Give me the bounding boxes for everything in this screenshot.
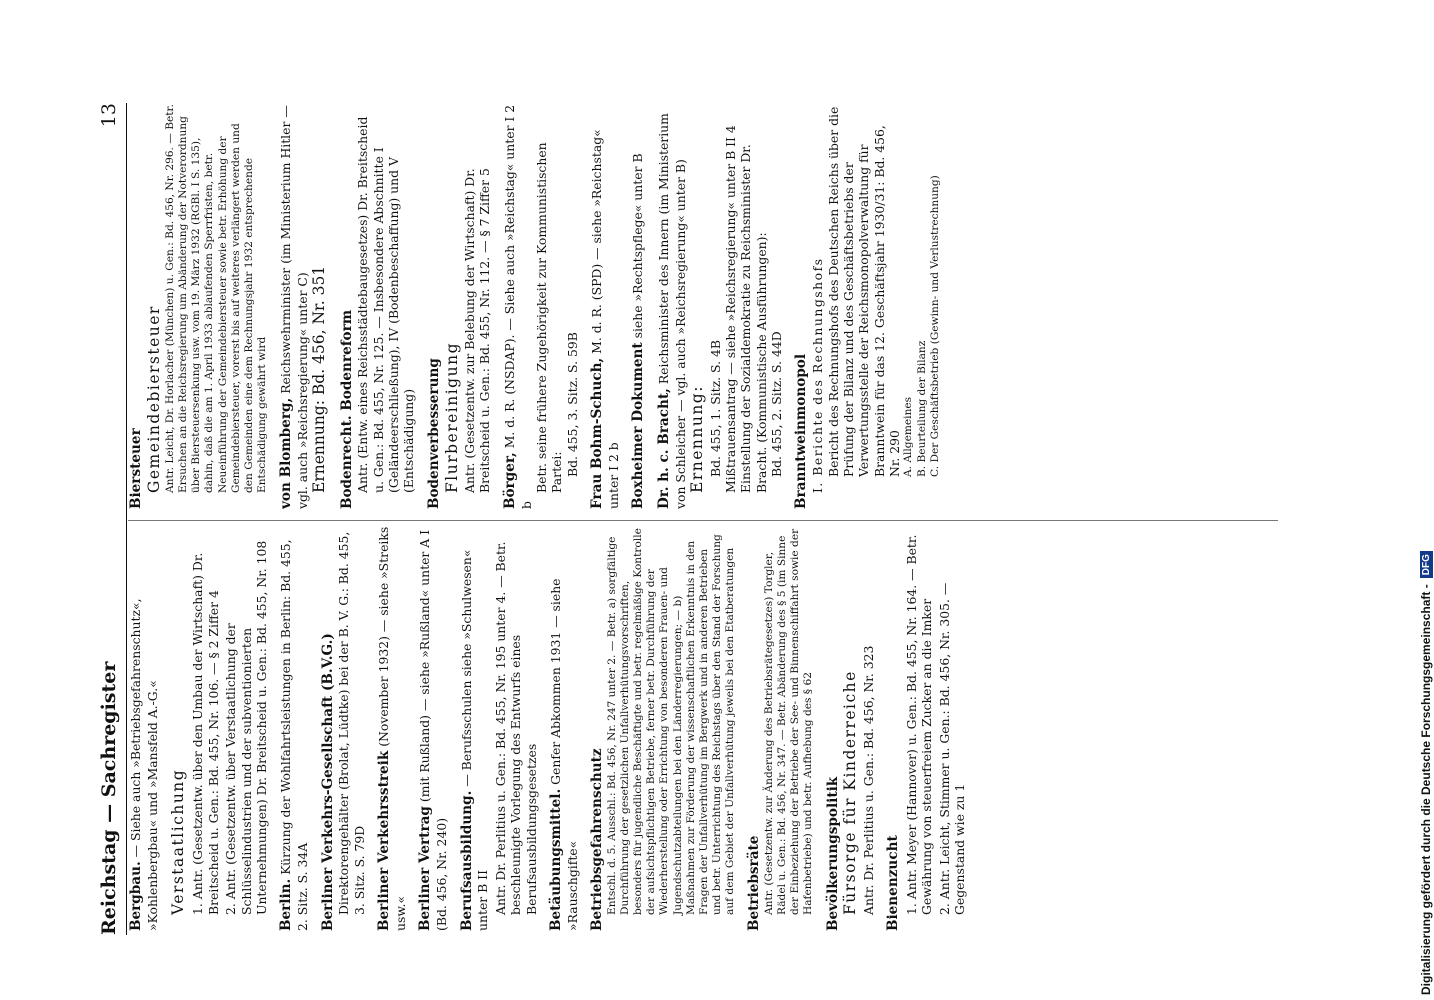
index-entry — [630, 104, 647, 509]
entry-line: M. d. R. (SPD) — siehe »Reichstag« unter I 2 b — [589, 129, 621, 509]
entry-line: 2. Antr. Leicht, Stimmer u. Gen.: Bd. 456, Nr. 305. — Gegenstand wie zu 1 — [936, 582, 967, 915]
index-entry — [278, 526, 310, 931]
entry-line: Antr. (Gesetzentw. zur Änderung des Betriebsrätegesetzes) Torgler, Rädel u. Gen.: Bd. 456, Nr. 347. — Betr. Abänderung des § 5 (im Sinne der Einbeziehung der Betriebe der See- und Binnenschiffahrt sowie der Hafenbetriebe) und betr. Aufhebung des § 62 — [763, 528, 815, 915]
entry-keyword: Frau Bohm-Schuch, — [589, 357, 605, 509]
entry-line: 2. Antr. (Gesetzentw. über Verstaatlichung der Schlüsselindustrien und der subventionierten Unternehmungen) Dr. Breitscheid u. Gen.: Bd. 455, Nr. 108 — [223, 540, 269, 915]
entry-keyword: von Blomberg, — [278, 397, 295, 509]
entry-keyword: Betäubungsmittel. — [547, 788, 564, 931]
entry-line: M. d. R. (NSDAP). — Siehe auch »Reichstag« unter I 2 b — [501, 104, 534, 509]
entry-keyword: Dr. h. c. Bracht, — [656, 388, 673, 509]
entry-line: 1. Antr. (Gesetzentw. über den Umbau der Wirtschaft) Dr. Breitscheid u. Gen.: Bd. 455, Nr. 106. — § 2 Ziffer 4 — [190, 552, 221, 915]
entry-line: Verstaatlichung — [169, 768, 188, 915]
entry-line: Antr. (Entw. eines Reichsstädtebaugesetzes) Dr. Breitscheid u. Gen.: Bd. 455, Nr. 125. — Insbesondere Abschnitte I (Geländeerschließung), IV (Bodenbeschaffung) und V (Entschädigung) — [355, 116, 417, 493]
index-entry — [417, 526, 449, 931]
entry-line: (mit Rußland) — siehe »Rußland« unter A I (Bd. 456, Nr. 240) — [417, 529, 450, 931]
digitization-text: Digitalisierung gefördert durch die Deutsche Forschungsgemeinschaft - — [1419, 584, 1433, 995]
page-number: 13 — [98, 103, 120, 128]
digitization-note — [1415, 0, 1434, 995]
index-entry — [128, 526, 160, 931]
entry-line: Bd. 455, 2. Sitz. S. 44D — [769, 331, 784, 477]
entry-line: I. Berichte des Rechnungshofs — [810, 257, 826, 493]
entry-line: Bd. 455, 3. Sitz. S. 59B — [564, 332, 580, 477]
entry-keyword: Boxheimer Dokument — [630, 342, 647, 509]
entry-keyword: Bodenverbesserung — [425, 358, 442, 509]
index-entry — [128, 104, 269, 509]
index-entry — [589, 526, 737, 931]
index-entry — [459, 526, 539, 931]
entry-line: Einstellung der Sozialdemokratie zu Reichsminister Dr. Bracht. (Kommunistische Ausführungen): — [738, 144, 769, 493]
entry-line: Ernennung: Bd. 456, Nr. 351 — [310, 265, 329, 493]
index-entry — [502, 104, 580, 509]
header-rule — [126, 103, 127, 935]
entry-line: Reichsminister des Innern (im Ministerium von Schleicher — vgl. auch »Reichsregierung« unter B) — [656, 113, 688, 509]
entry-line: Gemeindebiersteuer — [144, 305, 163, 493]
index-entry — [169, 526, 269, 931]
entry-line: Kürzung der Wohlfahrtsleistungen in Berlin: Bd. 455, 2. Sitz. S. 34A — [278, 539, 311, 931]
left-column — [128, 526, 1278, 931]
column-divider — [128, 520, 1278, 521]
index-entry — [656, 104, 784, 509]
entry-line: Bd. 455, 1. Sitz. S. 4B — [707, 340, 723, 477]
entry-keyword: Bodenrecht. Bodenreform — [338, 309, 355, 509]
index-entry — [278, 104, 329, 509]
page-title: Reichstag — Sachregister — [98, 661, 120, 935]
entry-line: Bericht des Rechnungshofs des Deutschen Reichs über die Prüfung der Bilanz und des Geschäftsbetriebs der Verwertungsstelle der Reichsmonopolverwaltung für Branntwein für das 12. Geschäftsjahr 1930/31: Bd. 456, Nr. 290 — [825, 106, 903, 477]
entry-keyword: Betriebsräte — [746, 835, 763, 931]
entry-keyword: Branntweinmonopol — [793, 353, 810, 509]
index-entry — [589, 104, 621, 509]
entry-keyword: Bienenzucht — [885, 835, 901, 931]
index-entry — [793, 104, 941, 509]
entry-keyword: Berliner Verkehrsstreik — [376, 750, 393, 931]
index-entry — [885, 526, 967, 931]
running-head — [98, 95, 124, 935]
entry-line: Flurbereinigung — [442, 342, 461, 493]
dfg-logo-icon: DFG — [1420, 551, 1433, 578]
entry-line: Reichswehrminister (im Ministerium Hitler — vgl. auch »Reichsregierung« unter C) — [278, 105, 310, 509]
index-entry — [320, 526, 368, 931]
entry-line: B. Beurteilung der Bilanz — [915, 340, 928, 477]
index-entry — [426, 104, 493, 509]
index-entry — [339, 104, 417, 509]
index-entry — [825, 526, 876, 931]
entry-line: siehe »Rechtspflege« unter B — [630, 153, 646, 339]
index-entry — [548, 526, 580, 931]
entry-line: Entschl. d. 5. Ausschl.: Bd. 456, Nr. 247 unter 2. — Betr. a) sorgfältige Durchführung der gesetzlichen Unfallverhütungsvorschriften, besonders für jugendliche Beschäftigte und betr. regelmäßige Kontrolle der aufsichtspflichtigen Betriebe, ferner betr. Durchführung der Wiederherstellung oder Errichtung von besonderen Frauen- und Jugendschutzabteilungen bei den Länderregierungen; — b) Maßnahmen zur Förderung der wissenschaftlichen Erkenntnis in den Fragen der Unfallverhütung im Bergwerk und in anderen Betrieben und betr. Unterrichtung des Reichstags über den Stand der Forschung auf dem Gebiet der Unfallverhütung jeweils bei den Etatberatungen — [605, 528, 737, 915]
entry-line: Direktorengehälter (Brolat, Lüdtke) bei der B. V. G.: Bd. 455, 3. Sitz. S. 79D — [336, 531, 367, 915]
entry-keyword: Börger, — [501, 452, 518, 509]
entry-line: A. Allgemeines — [902, 396, 915, 477]
entry-line: — Siehe auch »Betriebsgefahrenschutz«, »Kohlenbergbau« und »Mansfeld A.-G.« — [128, 598, 160, 931]
entry-keyword: Berliner Vertrag — [417, 806, 434, 931]
entry-keyword: Bergbau. — [128, 861, 144, 931]
entry-line: 1. Antr. Meyer (Hannover) u. Gen.: Bd. 455, Nr. 164. — Betr. Gewährung von steuerfreiem Zucker an die Imker — [903, 534, 935, 915]
entry-line: (November 1932) — siehe »Streiks usw.« — [376, 526, 408, 931]
entry-keyword: Berlin. — [278, 878, 295, 931]
index-entry — [376, 526, 408, 931]
entry-line: Genfer Abkommen 1931 — siehe »Rauschgifte« — [547, 578, 580, 931]
entry-keyword: Betriebsgefahrenschutz — [589, 748, 606, 931]
entry-line: Antr. Leicht, Dr. Horlacher (München) u. Gen.: Bd. 456, Nr. 296. — Betr. Ersuchen an die Reichsregierung um Abänderung der Notverordnung über Biersteuersenkung usw. vom 19. März 1932 (RGBl. I S. 135), dahin, daß die am 1. April 1933 ablaufenden Sperrfristen, betr. Neueinführung der Gemeindebiersteuer sowie betr. Erhöhung der Gemeindebiersteuer, vorerst bis auf weiteres verlängert werden und den Gemeinden eine dem Rechnungsjahr 1932 entsprechende Entschädigung gewährt wird — [164, 104, 268, 493]
entry-line: Betr. seine frühere Zugehörigkeit zur Kommunistischen Partei: — [533, 142, 565, 493]
entry-line: — Berufsschulen siehe »Schulwesen« unter B II — [458, 549, 491, 931]
index-entry — [746, 526, 815, 931]
entry-line: C. Der Geschäftsbetrieb (Gewinn- und Verlustrechnung) — [928, 175, 941, 477]
entry-keyword: Berufsausbildung. — [458, 790, 475, 931]
entry-keyword: Biersteuer — [128, 428, 144, 509]
entry-line: Antr. Dr. Perlitius u. Gen.: Bd. 456, Nr. 323 — [860, 645, 876, 915]
right-column — [128, 104, 1278, 509]
entry-keyword: Berliner Verkehrs-Gesellschaft (B.V.G.) — [319, 633, 336, 931]
entry-keyword: Bevölkerungspolitik — [824, 776, 841, 931]
entry-line: Ernennung: — [688, 385, 707, 493]
entry-line: Antr. (Gesetzentw. zur Belebung der Wirtschaft) Dr. Breitscheid u. Gen.: Bd. 455, Nr. 112. — § 7 Ziffer 5 — [461, 168, 493, 493]
entry-line: Fürsorge für Kinderreiche — [841, 670, 860, 915]
entry-line: Antr. Dr. Perlitius u. Gen.: Bd. 455, Nr. 195 unter 4. — Betr. beschleunigte Vorlegung des Entwurfs eines Berufsausbildungsgesetzes — [492, 541, 539, 915]
printed-page — [98, 95, 1278, 935]
entry-line: Mißtrauensantrag — siehe »Reichsregierung« unter B II 4 — [722, 125, 738, 493]
